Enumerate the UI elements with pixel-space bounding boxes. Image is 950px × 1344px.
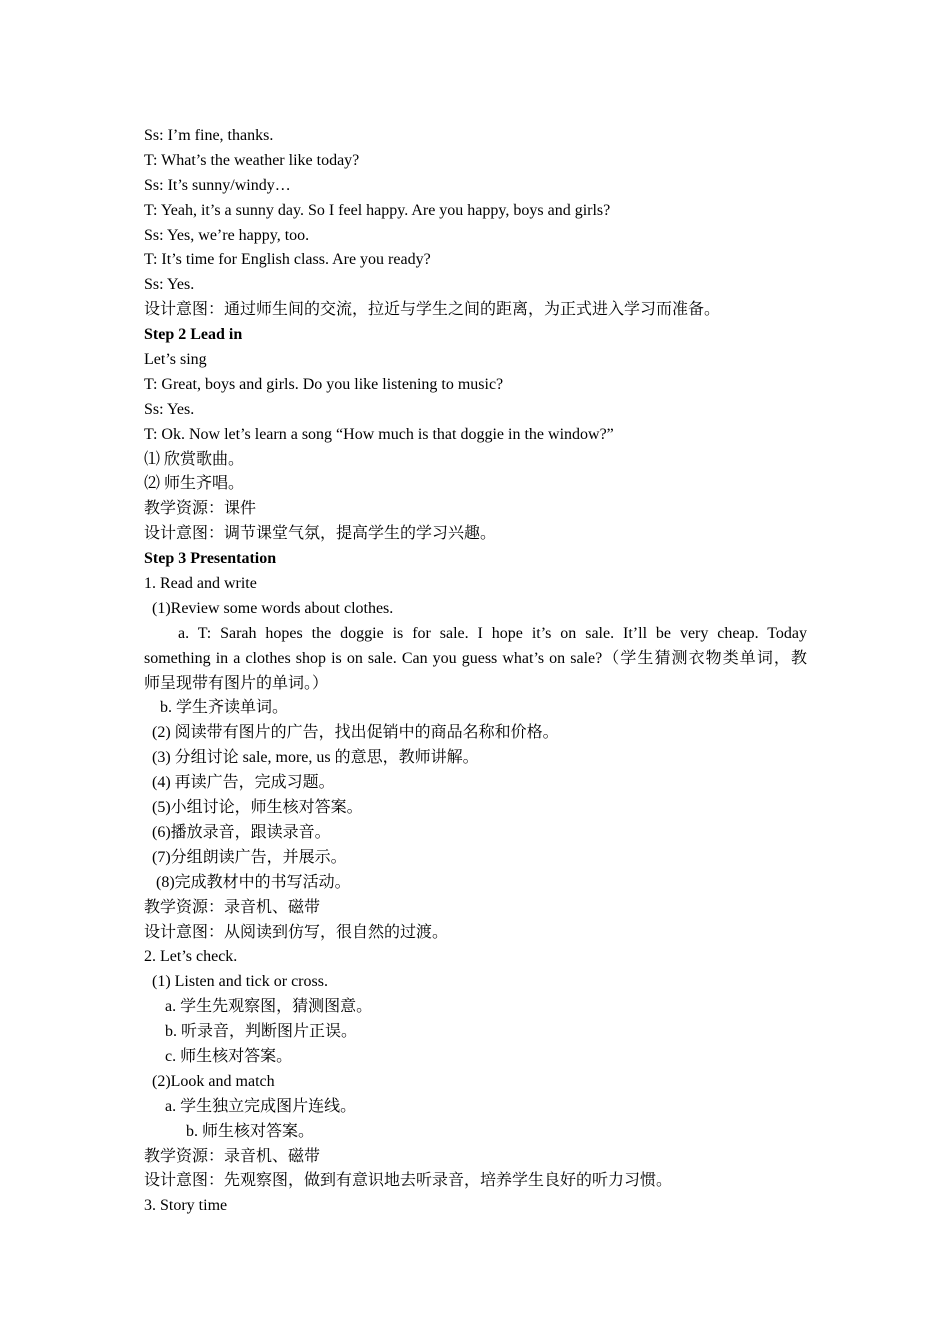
- design-intent-note: 设计意图：从阅读到仿写，很自然的过渡。: [144, 923, 449, 941]
- teaching-resource-note: 教学资源：课件: [144, 500, 257, 518]
- step-3-heading: Step 3 Presentation: [144, 550, 277, 568]
- dialogue-line: T: What’s the weather like today?: [144, 151, 360, 169]
- section-title: 2. Let’s check.: [144, 948, 238, 966]
- teaching-resource-note: 教学资源：录音机、磁带: [144, 898, 321, 916]
- list-item: (1)Review some words about clothes.: [152, 599, 394, 617]
- section-title: 3. Story time: [144, 1197, 228, 1215]
- design-intent-note: 设计意图：先观察图，做到有意识地去听录音，培养学生良好的听力习惯。: [144, 1172, 673, 1190]
- activity-title: Let’s sing: [144, 351, 207, 369]
- dialogue-line: Ss: It’s sunny/windy…: [144, 176, 291, 194]
- list-item: b. 师生核对答案。: [186, 1122, 315, 1140]
- paragraph-line: a. T: Sarah hopes the doggie is for sale. I hope it’s on sale. It’ll be very cheap. Today: [178, 624, 807, 642]
- section-title: 1. Read and write: [144, 575, 257, 593]
- list-item: (2) 阅读带有图片的广告，找出促销中的商品名称和价格。: [152, 724, 559, 742]
- list-item: ⑵ 师生齐唱。: [144, 475, 245, 493]
- list-item: (1) Listen and tick or cross.: [152, 973, 328, 991]
- list-item: a. 学生先观察图，猜测图意。: [165, 998, 373, 1016]
- dialogue-line: T: It’s time for English class. Are you ready?: [144, 251, 431, 269]
- teaching-resource-note: 教学资源：录音机、磁带: [144, 1147, 321, 1165]
- list-item: (2)Look and match: [152, 1072, 275, 1090]
- document-page: [144, 124, 807, 1219]
- paragraph-line: 师呈现带有图片的单词。）: [144, 674, 329, 692]
- list-item: ⑴ 欣赏歌曲。: [144, 450, 245, 468]
- paragraph-line: something in a clothes shop is on sale. Can you guess what’s on sale?（学生猜测衣物类单词，教: [144, 649, 807, 667]
- dialogue-line: Ss: Yes.: [144, 276, 195, 294]
- dialogue-line: T: Yeah, it’s a sunny day. So I feel happy. Are you happy, boys and girls?: [144, 201, 611, 219]
- list-item: (7)分组朗读广告，并展示。: [152, 848, 347, 866]
- list-item: (8)完成教材中的书写活动。: [156, 873, 351, 891]
- step-2-heading: Step 2 Lead in: [144, 326, 243, 344]
- dialogue-line: Ss: Yes.: [144, 400, 195, 418]
- list-item: a. 学生独立完成图片连线。: [165, 1097, 357, 1115]
- design-intent-note: 设计意图：通过师生间的交流，拉近与学生之间的距离，为正式进入学习而准备。: [144, 301, 721, 319]
- list-item: c. 师生核对答案。: [165, 1047, 293, 1065]
- design-intent-note: 设计意图：调节课堂气氛，提高学生的学习兴趣。: [144, 525, 497, 543]
- list-item: b. 学生齐读单词。: [160, 699, 289, 717]
- list-item: (5)小组讨论，师生核对答案。: [152, 799, 363, 817]
- dialogue-line: T: Ok. Now let’s learn a song “How much is that doggie in the window?”: [144, 425, 614, 443]
- list-item: b. 听录音，判断图片正误。: [165, 1023, 358, 1041]
- dialogue-line: Ss: Yes, we’re happy, too.: [144, 226, 310, 244]
- list-item: (6)播放录音，跟读录音。: [152, 823, 331, 841]
- list-item: (3) 分组讨论 sale, more, us 的意思，教师讲解。: [152, 749, 479, 767]
- dialogue-line: Ss: I’m fine, thanks.: [144, 127, 274, 144]
- list-item: (4) 再读广告，完成习题。: [152, 774, 335, 792]
- dialogue-line: T: Great, boys and girls. Do you like listening to music?: [144, 375, 504, 393]
